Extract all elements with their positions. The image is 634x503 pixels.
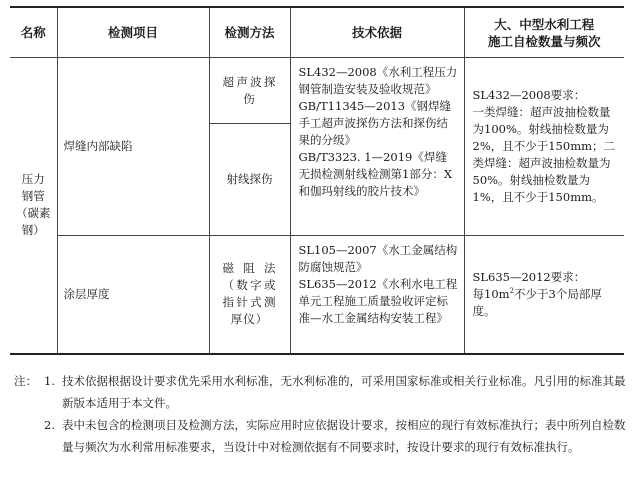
- table-row: [10, 58, 624, 124]
- note-item: [14, 370, 626, 414]
- frequency-coating: [464, 236, 624, 354]
- basis-weld-text: SL432—2008《水利工程压力钢管制造安装及验收规范》 GB/T11345—2013《钢焊缝手工超声波探伤方法和探伤结果的分级》 GB/T3323. 1—2019《焊缝无损检测射线检测第1部分：X和伽玛射线的胶片技术》: [298, 65, 458, 198]
- note-number: 2.: [44, 418, 55, 432]
- table-row: [10, 236, 624, 354]
- basis-weld: [290, 58, 464, 236]
- method-ultrasonic: [209, 58, 290, 124]
- frequency-weld: [464, 58, 624, 236]
- method-radiographic: 射线探伤: [209, 124, 290, 236]
- frequency-coating-sup: 2: [509, 286, 515, 295]
- note-text: 表中未包含的检测项目及检测方法，实际应用时应依据设计要求，按相应的现行有效标准执行；表中所列自检数量与频次为水利常用标准要求，当设计中对检测依据有不同要求时，按设计要求的现行有效标准执行。: [62, 418, 626, 454]
- notes-label: 注：: [14, 374, 37, 388]
- name-cell-text: 压力 钢管 （碳素 钢）: [16, 172, 51, 238]
- header-item: 检测项目: [57, 7, 209, 58]
- header-frequency-line1: 大、中型水利工程: [494, 16, 595, 32]
- frequency-coating-line1: SL635—2012要求：: [472, 269, 586, 284]
- method-magnetic-text: 磁阻法（数字或指针式测厚仪）: [222, 261, 277, 327]
- frequency-coating-pre: 每10m: [472, 286, 510, 301]
- name-cell: [10, 58, 57, 354]
- frequency-weld-text: SL432—2008要求： 一类焊缝：超声波抽检数量为100%。射线抽检数量为2%，且不少于150mm；二类焊缝：超声波抽检数量为50%。射线抽检数量为1%，且不少于150mm。: [472, 88, 616, 204]
- basis-coating: [290, 236, 464, 354]
- item-weld-defects: 焊缝内部缺陷: [57, 58, 209, 236]
- header-name: 名称: [10, 7, 57, 58]
- frequency-coating-line2: [473, 286, 619, 320]
- header-basis: 技术依据: [290, 7, 464, 58]
- header-row: [10, 7, 624, 58]
- inspection-table: [10, 6, 624, 355]
- header-frequency: [464, 7, 624, 58]
- note-item: [14, 414, 626, 458]
- method-magnetic: [209, 236, 290, 354]
- frequency-coating-post: 不少于3个局部厚度。: [472, 286, 602, 318]
- basis-coating-text: SL105—2007《水工金属结构防腐蚀规范》 SL635—2012《水利水电工程单元工程施工质量验收评定标准—水工金属结构安装工程》: [298, 243, 458, 325]
- note-number: 1.: [44, 374, 55, 388]
- item-coating-thickness: 涂层厚度: [57, 236, 209, 354]
- header-method: 检测方法: [209, 7, 290, 58]
- header-frequency-line2: 施工自检数量与频次: [487, 33, 601, 49]
- notes: [14, 370, 626, 458]
- note-text: 技术依据根据设计要求优先采用水利标准，无水利标准的，可采用国家标准或相关行业标准。凡引用的标准其最新版本适用于本文件。: [62, 374, 626, 410]
- method-ultrasonic-text: 超声波探伤: [222, 74, 277, 106]
